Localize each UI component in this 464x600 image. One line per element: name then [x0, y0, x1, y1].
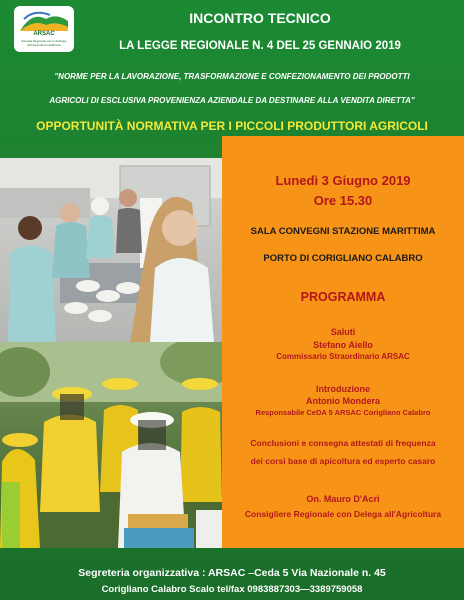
saluti-title: Saluti: [330, 327, 356, 337]
venue-line2: PORTO DI CORIGLIANO CALABRO: [263, 253, 423, 264]
event-date: Lunedì 3 Giugno 2019: [275, 173, 411, 188]
logo-name: ARSAC: [33, 31, 55, 37]
footer-secretariat: Segreteria organizzativa : ARSAC –Ceda 5 Via Nazionale n. 45: [78, 567, 386, 579]
beekeepers-photo: [0, 342, 222, 548]
cheese-lab-illustration: [0, 158, 222, 342]
law-title: LA LEGGE REGIONALE N. 4 DEL 25 GENNAIO 2019: [119, 40, 401, 52]
closing-speaker-role: Consigliere Regionale con Delega all'Agricoltura: [244, 509, 442, 519]
footer-contacts: Corigliano Calabro Scalo tel/fax 0983887303—3389759058: [101, 584, 363, 595]
law-quote-line1: "NORME PER LA LAVORAZIONE, TRASFORMAZIONE E CONFEZIONAMENTO DEI PRODOTTI: [54, 72, 410, 81]
footer: [0, 548, 464, 600]
cheese-lab-photo: [0, 158, 222, 342]
event-time: Ore 15.30: [313, 193, 373, 208]
saluti-role: Commissario Straordinario ARSAC: [276, 352, 410, 361]
saluti-name: Stefano Aiello: [313, 340, 373, 350]
law-quote-line2: AGRICOLI DI ESCLUSIVA PROVENIENZA AZIENDALE DA DESTINARE ALLA VENDITA DIRETTA": [49, 96, 415, 105]
conclusioni-line2: dei corsi base di apicoltura ed esperto casaro: [250, 456, 436, 466]
introduzione-name: Antonio Mondera: [306, 396, 380, 406]
programma-heading: PROGRAMMA: [300, 290, 386, 304]
event-type: INCONTRO TECNICO: [189, 10, 331, 26]
closing-speaker-name: On. Mauro D'Acri: [306, 494, 380, 504]
conclusioni-line1: Conclusioni e consegna attestati di frequenza: [250, 438, 436, 448]
opportunity-headline: OPPORTUNITÀ NORMATIVA PER I PICCOLI PRODUTTORI AGRICOLI: [36, 119, 428, 133]
beekeepers-illustration: [0, 342, 222, 548]
event-info-panel: [222, 136, 464, 548]
introduzione-role: Responsabile CeDA 5 ARSAC Corigliano Calabro: [255, 408, 431, 417]
venue-line1: SALA CONVEGNI STAZIONE MARITTIMA: [250, 226, 436, 237]
logo-subtitle: Azienda Regionale per lo Sviluppo dell'Agricoltura Calabrese: [21, 39, 67, 47]
introduzione-title: Introduzione: [316, 384, 370, 394]
